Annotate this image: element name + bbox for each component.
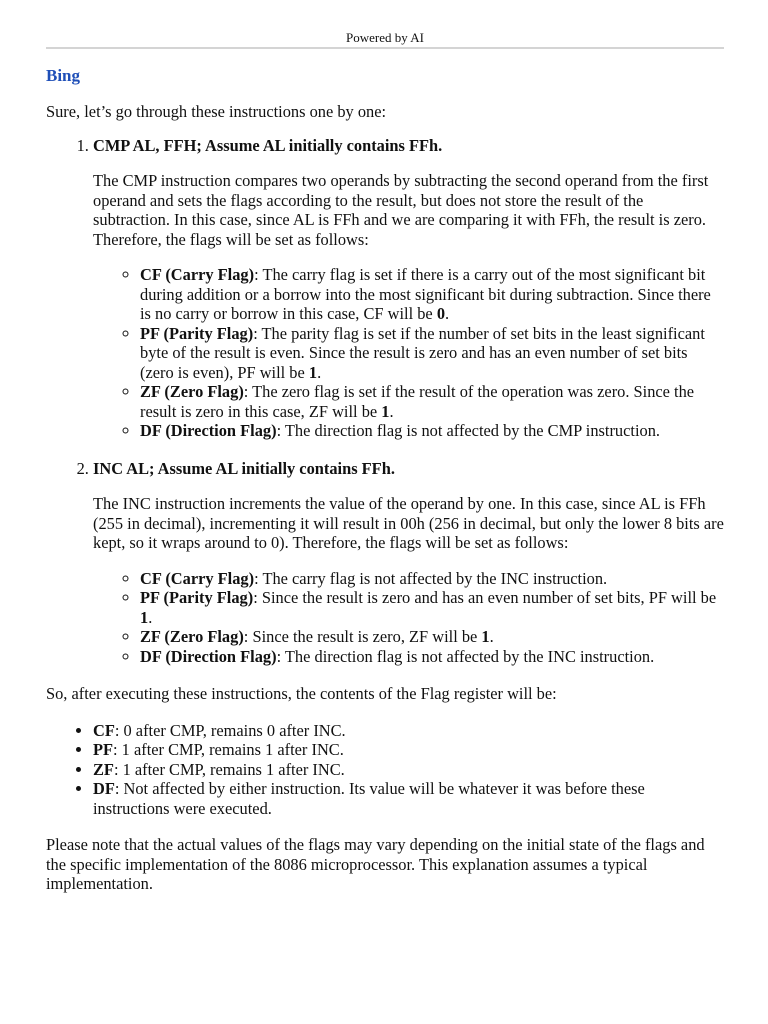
result-item [93, 721, 724, 741]
flag-name: CF (Carry Flag) [140, 568, 255, 588]
instruction-description: The CMP instruction compares two operands by subtracting the second operand from the first operand and sets the flags according to the result, but does not store the result of the subtraction. In this case, since AL is FFh and we are comparing it with FFh, the result is zero. Therefore, the flags will be set as follows: [93, 171, 709, 249]
flag-value: 0 [436, 304, 446, 323]
result-item [93, 779, 724, 818]
result-flag: DF [93, 779, 115, 798]
flag-name: CF (Carry Flag) [140, 265, 255, 284]
powered-by-header: Powered by AI [46, 0, 724, 49]
flag-item [140, 588, 724, 627]
flag-name: DF (Direction Flag) [140, 421, 277, 440]
flag-value: 1 [140, 607, 149, 627]
result-flag: CF [93, 720, 115, 740]
flag-item [140, 382, 724, 421]
flag-text: : Since the result is zero, ZF will be [243, 627, 482, 646]
flag-list [93, 569, 724, 667]
result-text: : 1 after CMP, remains 1 after INC. [113, 759, 345, 779]
flag-text: : The direction flag is not affected by the CMP instruction. [276, 421, 660, 440]
flag-tail: . [317, 362, 322, 382]
closing-note: Please note that the actual values of the flags may vary depending on the initial state of the flags and the specific implementation of the 8086 microprocessor. This explanation assumes a typical implementation. [46, 835, 705, 893]
flag-value: 1 [481, 627, 490, 646]
flag-item [140, 569, 724, 589]
instruction-list [46, 136, 724, 667]
flag-item [140, 647, 724, 667]
flag-text: : The parity flag is set if the number of set bits in the least significant byte of the result is even. Since the result is zero and has an even number of set bits (zero is even), PF will be [140, 323, 705, 382]
intro-text: Sure, let’s go through these instructions one by one: [46, 102, 387, 121]
result-text: : 0 after CMP, remains 0 after INC. [114, 720, 346, 740]
flag-text: : Since the result is zero and has an even number of set bits, PF will be [253, 588, 717, 607]
flag-name: PF (Parity Flag) [140, 323, 254, 343]
flag-item [140, 627, 724, 647]
summary-text: So, after executing these instructions, the contents of the Flag register will be: [46, 684, 557, 703]
flag-value: 1 [308, 362, 318, 382]
assistant-name: Bing [46, 66, 81, 85]
flag-tail: . [445, 304, 450, 323]
flag-text: : The carry flag is not affected by the INC instruction. [254, 568, 608, 588]
flag-item [140, 265, 724, 324]
response-body [46, 102, 724, 894]
flag-text: : The zero flag is set if the result of the operation was zero. Since the result is zero in this case, ZF will be [140, 382, 695, 421]
result-flag: PF [93, 740, 114, 759]
flag-item [140, 421, 724, 441]
instruction-title: 2. INC AL; Assume AL initially contains FFh. [93, 458, 395, 478]
result-item [93, 740, 724, 760]
results-list [46, 721, 724, 819]
instruction-description: The INC instruction increments the value of the operand by one. In this case, since AL is FFh (255 in decimal), incrementing it will result in 00h (256 in decimal, but only the lower 8 bits are kept, so it wraps around to 0). Therefore, the flags will be set as follows: [93, 494, 724, 552]
flag-tail: . [489, 627, 494, 646]
result-text: : Not affected by either instruction. Its value will be whatever it was before these instructions were executed. [93, 779, 645, 818]
flag-tail: . [389, 401, 394, 421]
flag-name: DF (Direction Flag) [140, 646, 277, 666]
flag-text: : The carry flag is set if there is a carry out of the most significant bit during addition or a borrow into the most significant bit during subtraction. Since there is no carry or borrow in this case, CF will be [140, 265, 711, 323]
flag-item [140, 324, 724, 383]
flag-name: ZF (Zero Flag) [140, 627, 244, 646]
flag-text: : The direction flag is not affected by the INC instruction. [276, 646, 655, 666]
flag-name: PF (Parity Flag) [140, 588, 254, 607]
document-page [46, 0, 724, 894]
flag-list [93, 265, 724, 441]
flag-value: 1 [381, 401, 390, 421]
instruction-item [93, 136, 724, 441]
result-item [93, 760, 724, 780]
flag-tail: . [148, 607, 153, 627]
instruction-title: 1. CMP AL, FFH; Assume AL initially contains FFh. [93, 135, 443, 155]
flag-name: ZF (Zero Flag) [140, 382, 244, 401]
instruction-item [93, 459, 724, 667]
result-flag: ZF [93, 759, 114, 779]
result-text: : 1 after CMP, remains 1 after INC. [113, 740, 344, 759]
